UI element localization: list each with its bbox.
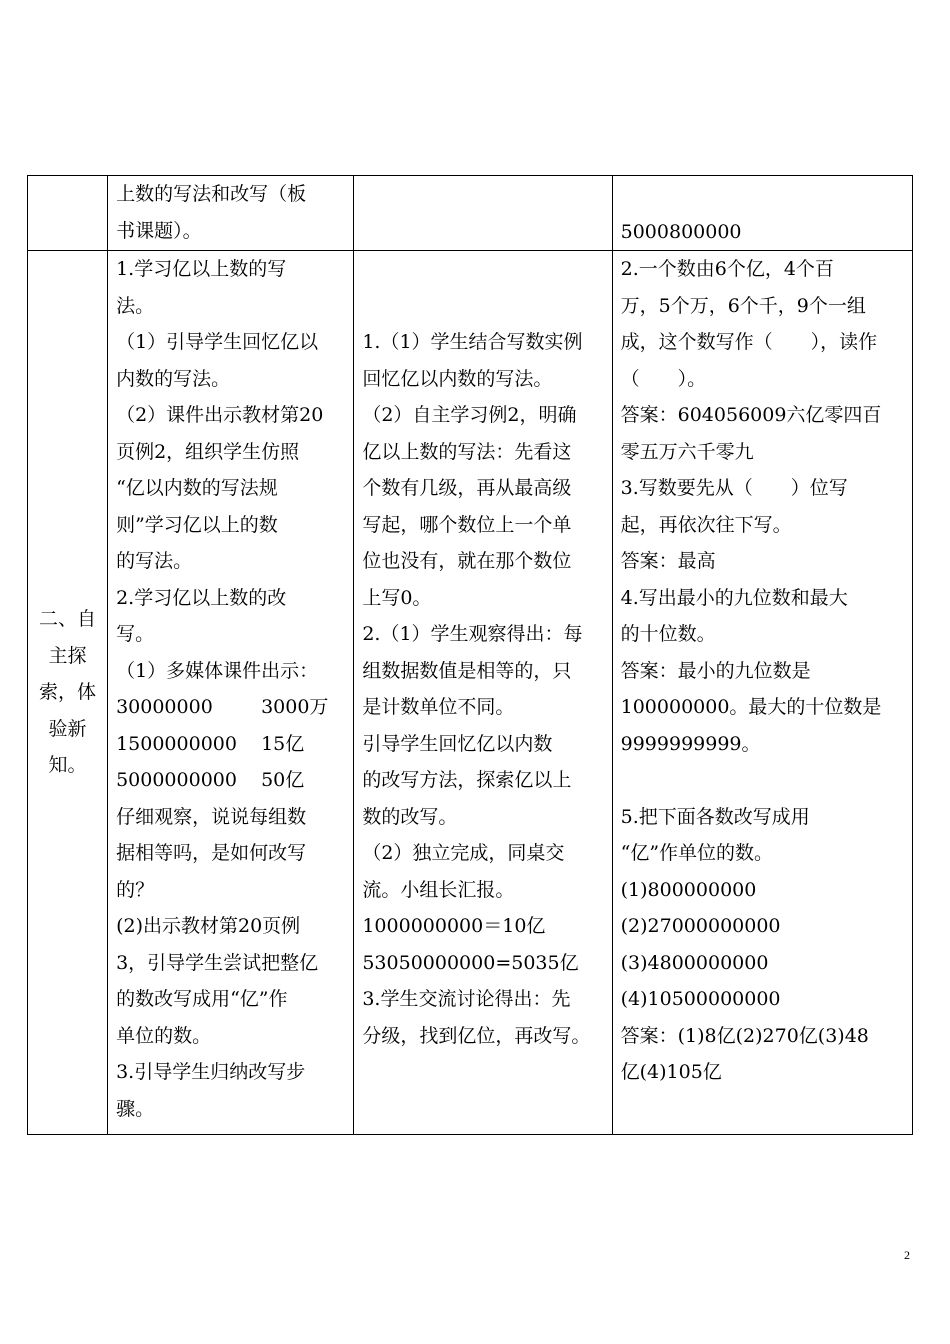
student-activity-cell — [354, 251, 612, 1135]
number-rewritten: 15亿 — [261, 732, 305, 755]
text-line: 是计数单位不同。 — [362, 696, 515, 718]
text-line: (2)出示教材第20页例 — [116, 915, 301, 937]
exercise-cell — [612, 251, 912, 1135]
number-pair — [116, 762, 345, 799]
text-line: （2）自主学习例2，明确 — [362, 404, 577, 426]
text-line: （2）课件出示教材第20 — [116, 404, 324, 426]
stage-label-line: 验新 — [48, 717, 87, 740]
text-line: 2.（1）学生观察得出：每 — [362, 623, 583, 645]
teacher-activity-cell — [108, 251, 354, 1135]
lesson-plan-table — [27, 175, 913, 1135]
text-line: 位也没有，就在那个数位 — [362, 550, 572, 572]
text-line: 的写法。 — [116, 550, 193, 572]
text-line: 亿(4)105亿 — [620, 1061, 722, 1083]
text-line: （1）引导学生回忆亿以 — [116, 331, 319, 353]
text-line: （2）独立完成，同桌交 — [362, 842, 565, 864]
text-line: 亿以上数的写法：先看这 — [362, 440, 572, 463]
text-line: 100000000。最大的十位数是 — [620, 696, 882, 718]
number-value: 5000000000 — [116, 769, 237, 791]
text-line: 3.引导学生归纳改写步 — [116, 1061, 306, 1083]
text-line: 上写0。 — [362, 586, 432, 609]
text-line: 2.一个数由6个亿，4个百 — [620, 258, 834, 280]
table-row — [28, 251, 913, 1135]
text-line: 3.学生交流讨论得出：先 — [362, 988, 571, 1010]
text-line: 写。 — [116, 623, 155, 645]
text-line: 1.学习亿以上数的写 — [116, 258, 287, 280]
text-line: 1.（1）学生结合写数实例 — [362, 331, 583, 353]
number-value: 30000000 — [116, 696, 213, 718]
stage-label-line: 二、自 — [39, 608, 97, 631]
exercise-cell — [612, 176, 912, 251]
text-line: (4)10500000000 — [620, 988, 781, 1010]
text-line: 个数有几级，再从最高级 — [362, 477, 572, 499]
text-line: 万，5个万，6个千，9个一组 — [620, 294, 866, 317]
text-line: 3，引导学生尝试把整亿 — [116, 951, 319, 974]
text-line: 则”学习亿以上的数 — [116, 513, 278, 536]
text-line: 引导学生回忆亿以内数 — [362, 732, 553, 755]
text-line: (1)800000000 — [620, 878, 757, 901]
text-line: (3)4800000000 — [620, 951, 769, 974]
text-line: 内数的写法。 — [116, 367, 231, 390]
text-line: 答案：604056009六亿零四百 — [620, 404, 882, 426]
text-line: 9999999999。 — [620, 732, 761, 755]
text-line: 答案：最小的九位数是 — [620, 659, 811, 682]
stage-label-line: 索，体 — [39, 681, 97, 704]
number-pair — [116, 689, 345, 726]
text-line: 5000800000 — [620, 220, 742, 243]
stage-label-line: 知。 — [48, 754, 87, 777]
text-line: 2.学习亿以上数的改 — [116, 586, 287, 609]
text-line: 仔细观察，说说每组数 — [116, 805, 307, 828]
text-line: 1000000000＝10亿 — [362, 915, 546, 937]
text-line: “亿”作单位的数。 — [620, 842, 774, 864]
stage-label-line: 主探 — [48, 644, 87, 667]
stage-cell — [28, 251, 108, 1135]
text-line: 起，再依次往下写。 — [620, 513, 792, 536]
text-line: 写起，哪个数位上一个单 — [362, 513, 572, 536]
text-line: 法。 — [116, 294, 155, 317]
text-line: 53050000000=5035亿 — [362, 951, 579, 974]
text-line: 骤。 — [116, 1097, 155, 1120]
number-pair — [116, 726, 345, 763]
text-line: 上数的写法和改写（板 — [116, 183, 307, 205]
text-line: 流。小组长汇报。 — [362, 878, 515, 901]
text-line: 答案：(1)8亿(2)270亿(3)48 — [620, 1024, 869, 1047]
text-line: （ ）。 — [620, 367, 707, 390]
text-line: 的改写方法，探索亿以上 — [362, 769, 572, 791]
text-line: 据相等吗，是如何改写 — [116, 842, 307, 864]
text-line: 答案：最高 — [620, 550, 716, 572]
text-line: “亿以内数的写法规 — [116, 477, 278, 499]
number-rewritten: 3000万 — [261, 696, 329, 718]
text-line: 数的改写。 — [362, 805, 458, 828]
text-line: 成，这个数写作（ ），读作 — [620, 331, 878, 353]
page-number: 2 — [904, 1248, 910, 1262]
text-line: （1）多媒体课件出示： — [116, 659, 319, 682]
table-row — [28, 176, 913, 251]
number-rewritten: 50亿 — [261, 769, 305, 791]
teacher-activity-cell — [108, 176, 354, 251]
text-line: 的？ — [116, 878, 155, 901]
text-line: 分级，找到亿位，再改写。 — [362, 1024, 591, 1047]
spacer — [621, 762, 904, 799]
text-line: 书课题）。 — [116, 219, 202, 242]
text-line: (2)27000000000 — [620, 915, 781, 937]
student-activity-cell-empty — [354, 176, 612, 251]
text-line: 零五万六千零九 — [620, 440, 754, 463]
stage-cell-empty — [28, 176, 108, 251]
text-line: 的十位数。 — [620, 623, 716, 645]
text-line: 组数据数值是相等的，只 — [362, 659, 572, 682]
text-line: 的数改写成用“亿”作 — [116, 988, 288, 1010]
text-line: 3.写数要先从（ ）位写 — [620, 477, 848, 499]
text-line: 4.写出最小的九位数和最大 — [620, 586, 848, 609]
number-value: 1500000000 — [116, 732, 237, 755]
text-line: 单位的数。 — [116, 1024, 212, 1047]
text-line: 5.把下面各数改写成用 — [620, 805, 810, 828]
text-line: 页例2，组织学生仿照 — [116, 440, 300, 463]
text-line: 回忆亿以内数的写法。 — [362, 367, 553, 390]
